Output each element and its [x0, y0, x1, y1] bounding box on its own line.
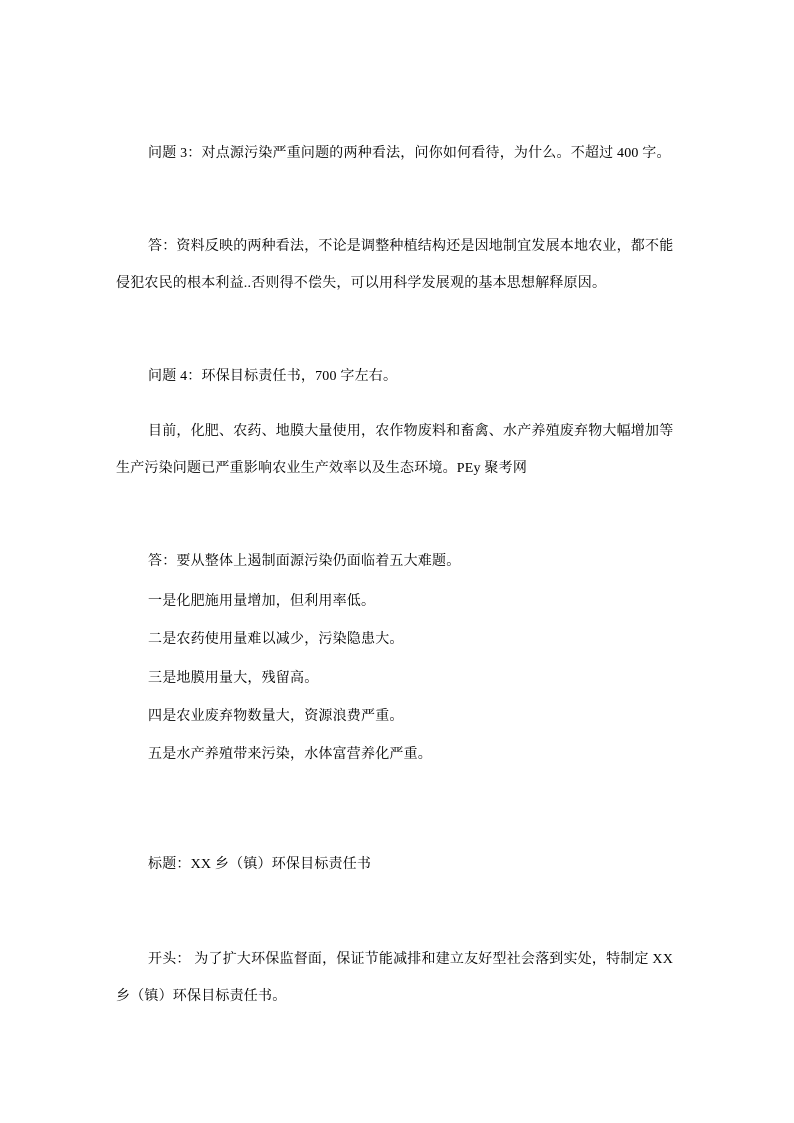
- paragraph-opening: [116, 941, 678, 1015]
- text-line: 五是水产养殖带来污染，水体富营养化严重。: [148, 747, 432, 762]
- paragraph-answer-3: [116, 228, 678, 302]
- text-line: 侵犯农民的根本利益..否则得不偿失，可以用科学发展观的基本思想解释原因。: [116, 276, 607, 291]
- paragraph-question-4-context: [116, 413, 678, 487]
- text-line: 一是化肥施用量增加，但利用率低。: [148, 594, 376, 609]
- text-line: 二是农药使用量难以减少，污染隐患大。: [148, 632, 404, 647]
- paragraph-answer-4-point-5: [116, 736, 678, 773]
- text-line: 三是地膜用量大，残留高。: [148, 671, 319, 686]
- text-line: 乡（镇）环保目标责任书。: [116, 989, 287, 1004]
- paragraph-answer-4-point-3: [116, 660, 678, 697]
- paragraph-answer-4-point-1: [116, 583, 678, 620]
- text-line: 四是农业废弃物数量大，资源浪费严重。: [148, 709, 404, 724]
- text-line: 目前，化肥、农药、地膜大量使用，农作物废料和畜禽、水产养殖废弃物大幅增加等: [148, 424, 674, 439]
- text-line: 问题 4：环保目标责任书，700 字左右。: [148, 369, 398, 384]
- paragraph-question-3: [116, 135, 678, 172]
- paragraph-title: [116, 846, 678, 883]
- text-line: 标题：XX 乡（镇）环保目标责任书: [148, 857, 372, 872]
- paragraph-question-4: [116, 358, 678, 395]
- paragraph-answer-4-point-4: [116, 698, 678, 735]
- paragraph-answer-4-intro: [116, 543, 678, 580]
- text-line: 生产污染问题已严重影响农业生产效率以及生态环境。PEy 聚考网: [116, 461, 528, 476]
- text-line: 问题 3：对点源污染严重问题的两种看法，问你如何看待，为什么。不超过 400 字。: [148, 146, 671, 161]
- paragraph-answer-4-point-2: [116, 621, 678, 658]
- text-line: 答：资料反映的两种看法，不论是调整种植结构还是因地制宜发展本地农业，都不能: [148, 239, 674, 254]
- text-line: 开头： 为了扩大环保监督面，保证节能减排和建立友好型社会落到实处，特制定 XX: [148, 952, 674, 967]
- text-line: 答：要从整体上遏制面源污染仍面临着五大难题。: [148, 554, 461, 569]
